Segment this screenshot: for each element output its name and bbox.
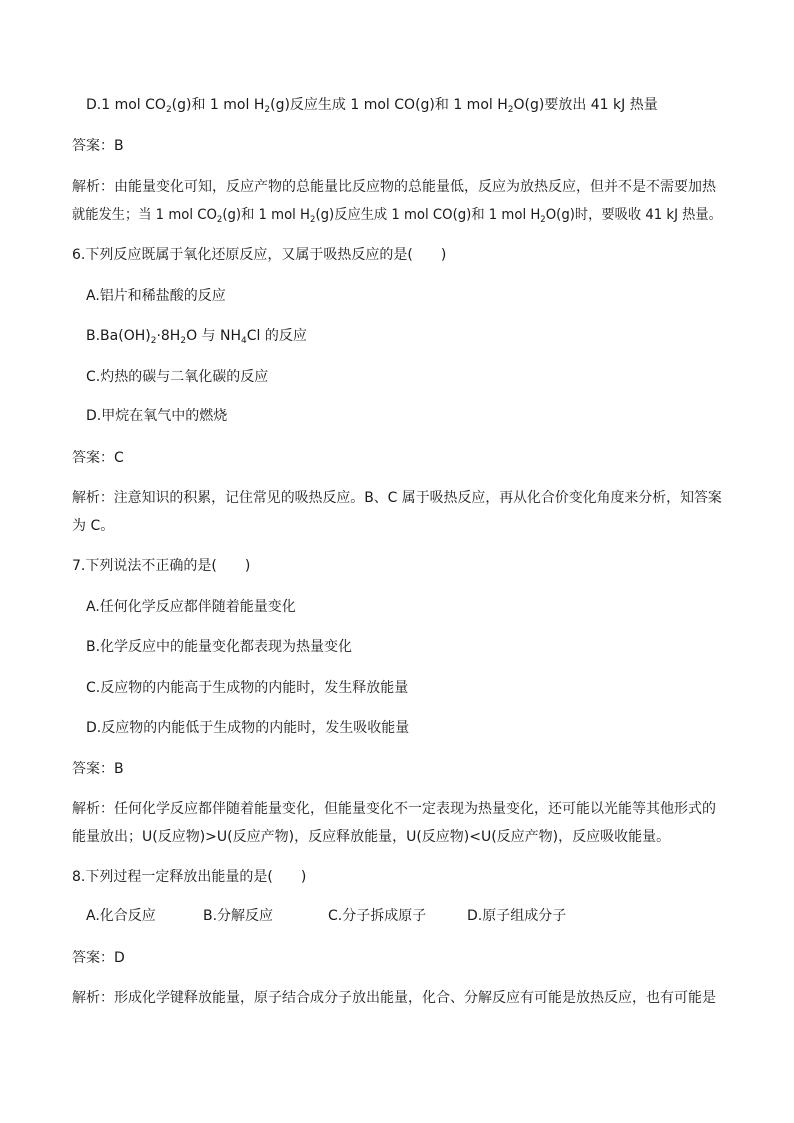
q8-stem: 8.下列过程一定释放出能量的是( ) (72, 869, 307, 885)
q7-stem: 7.下列说法不正确的是( ) (72, 558, 251, 574)
q5-answer: 答案：B (72, 138, 124, 154)
q5-option-d: D.1 mol $CO_2(g)$和 1 mol $H_2(g)$反应生成 1 mol CO(g)和 1 mol $H_2O(g)$要放出 41 kJ 热量 (86, 97, 658, 115)
q8-option-b: B.分解反应 (203, 908, 274, 924)
q6-analysis-line-2: 为 C。 (72, 518, 115, 534)
q7-option-a: A.任何化学反应都伴随着能量变化 (86, 599, 296, 615)
q6-option-c: C.灼热的碳与二氧化碳的反应 (86, 369, 269, 385)
q5-analysis-line-1: 解析：由能量变化可知，反应产物的总能量比反应物的总能量低，反应为放热反应，但并不是不需要加热 (72, 179, 716, 195)
q8-analysis-line-1: 解析：形成化学键释放能量，原子结合成分子放出能量，化合、分解反应有可能是放热反应，也有可能是 (72, 990, 716, 1006)
q7-option-c: C.反应物的内能高于生成物的内能时，发生释放能量 (86, 680, 409, 696)
q7-answer: 答案：B (72, 761, 124, 777)
q7-option-b: B.化学反应中的能量变化都表现为热量变化 (86, 639, 353, 655)
q6-option-a: A.铝片和稀盐酸的反应 (86, 288, 226, 304)
q8-option-d: D.原子组成分子 (467, 908, 567, 924)
q5-analysis-line-2: 就能发生；当 1 mol $CO_2(g)$和 1 mol $H_2(g)$反应生成 1 mol CO(g)和 1 mol $H_2O(g)$时，要吸收 41 kJ 热量。 (72, 207, 722, 225)
q8-option-c: C.分子拆成原子 (328, 908, 427, 924)
q6-analysis-line-1: 解析：注意知识的积累，记住常见的吸热反应。B、C 属于吸热反应，再从化合价变化角度来分析，知答案 (72, 490, 722, 506)
q8-answer: 答案：D (72, 950, 125, 966)
q6-option-d: D.甲烷在氧气中的燃烧 (86, 408, 228, 424)
q7-analysis-line-1: 解析：任何化学反应都伴随着能量变化，但能量变化不一定表现为热量变化，还可能以光能等其他形式的 (72, 801, 716, 817)
q7-analysis-line-2: 能量放出；U(反应物)>U(反应产物)，反应释放能量，U(反应物)<U(反应产物)，反应吸收能量。 (72, 829, 671, 845)
q6-option-b: $B.Ba(OH)_2\cdot 8H_2O$ 与 $NH_4Cl$ 的反应 (86, 328, 307, 346)
q7-option-d: D.反应物的内能低于生成物的内能时，发生吸收能量 (86, 720, 410, 736)
q6-answer: 答案：C (72, 450, 124, 466)
q8-option-a: A.化合反应 (86, 908, 156, 924)
q6-stem: 6.下列反应既属于氧化还原反应，又属于吸热反应的是( ) (72, 247, 447, 263)
q8-options-row (86, 906, 726, 926)
